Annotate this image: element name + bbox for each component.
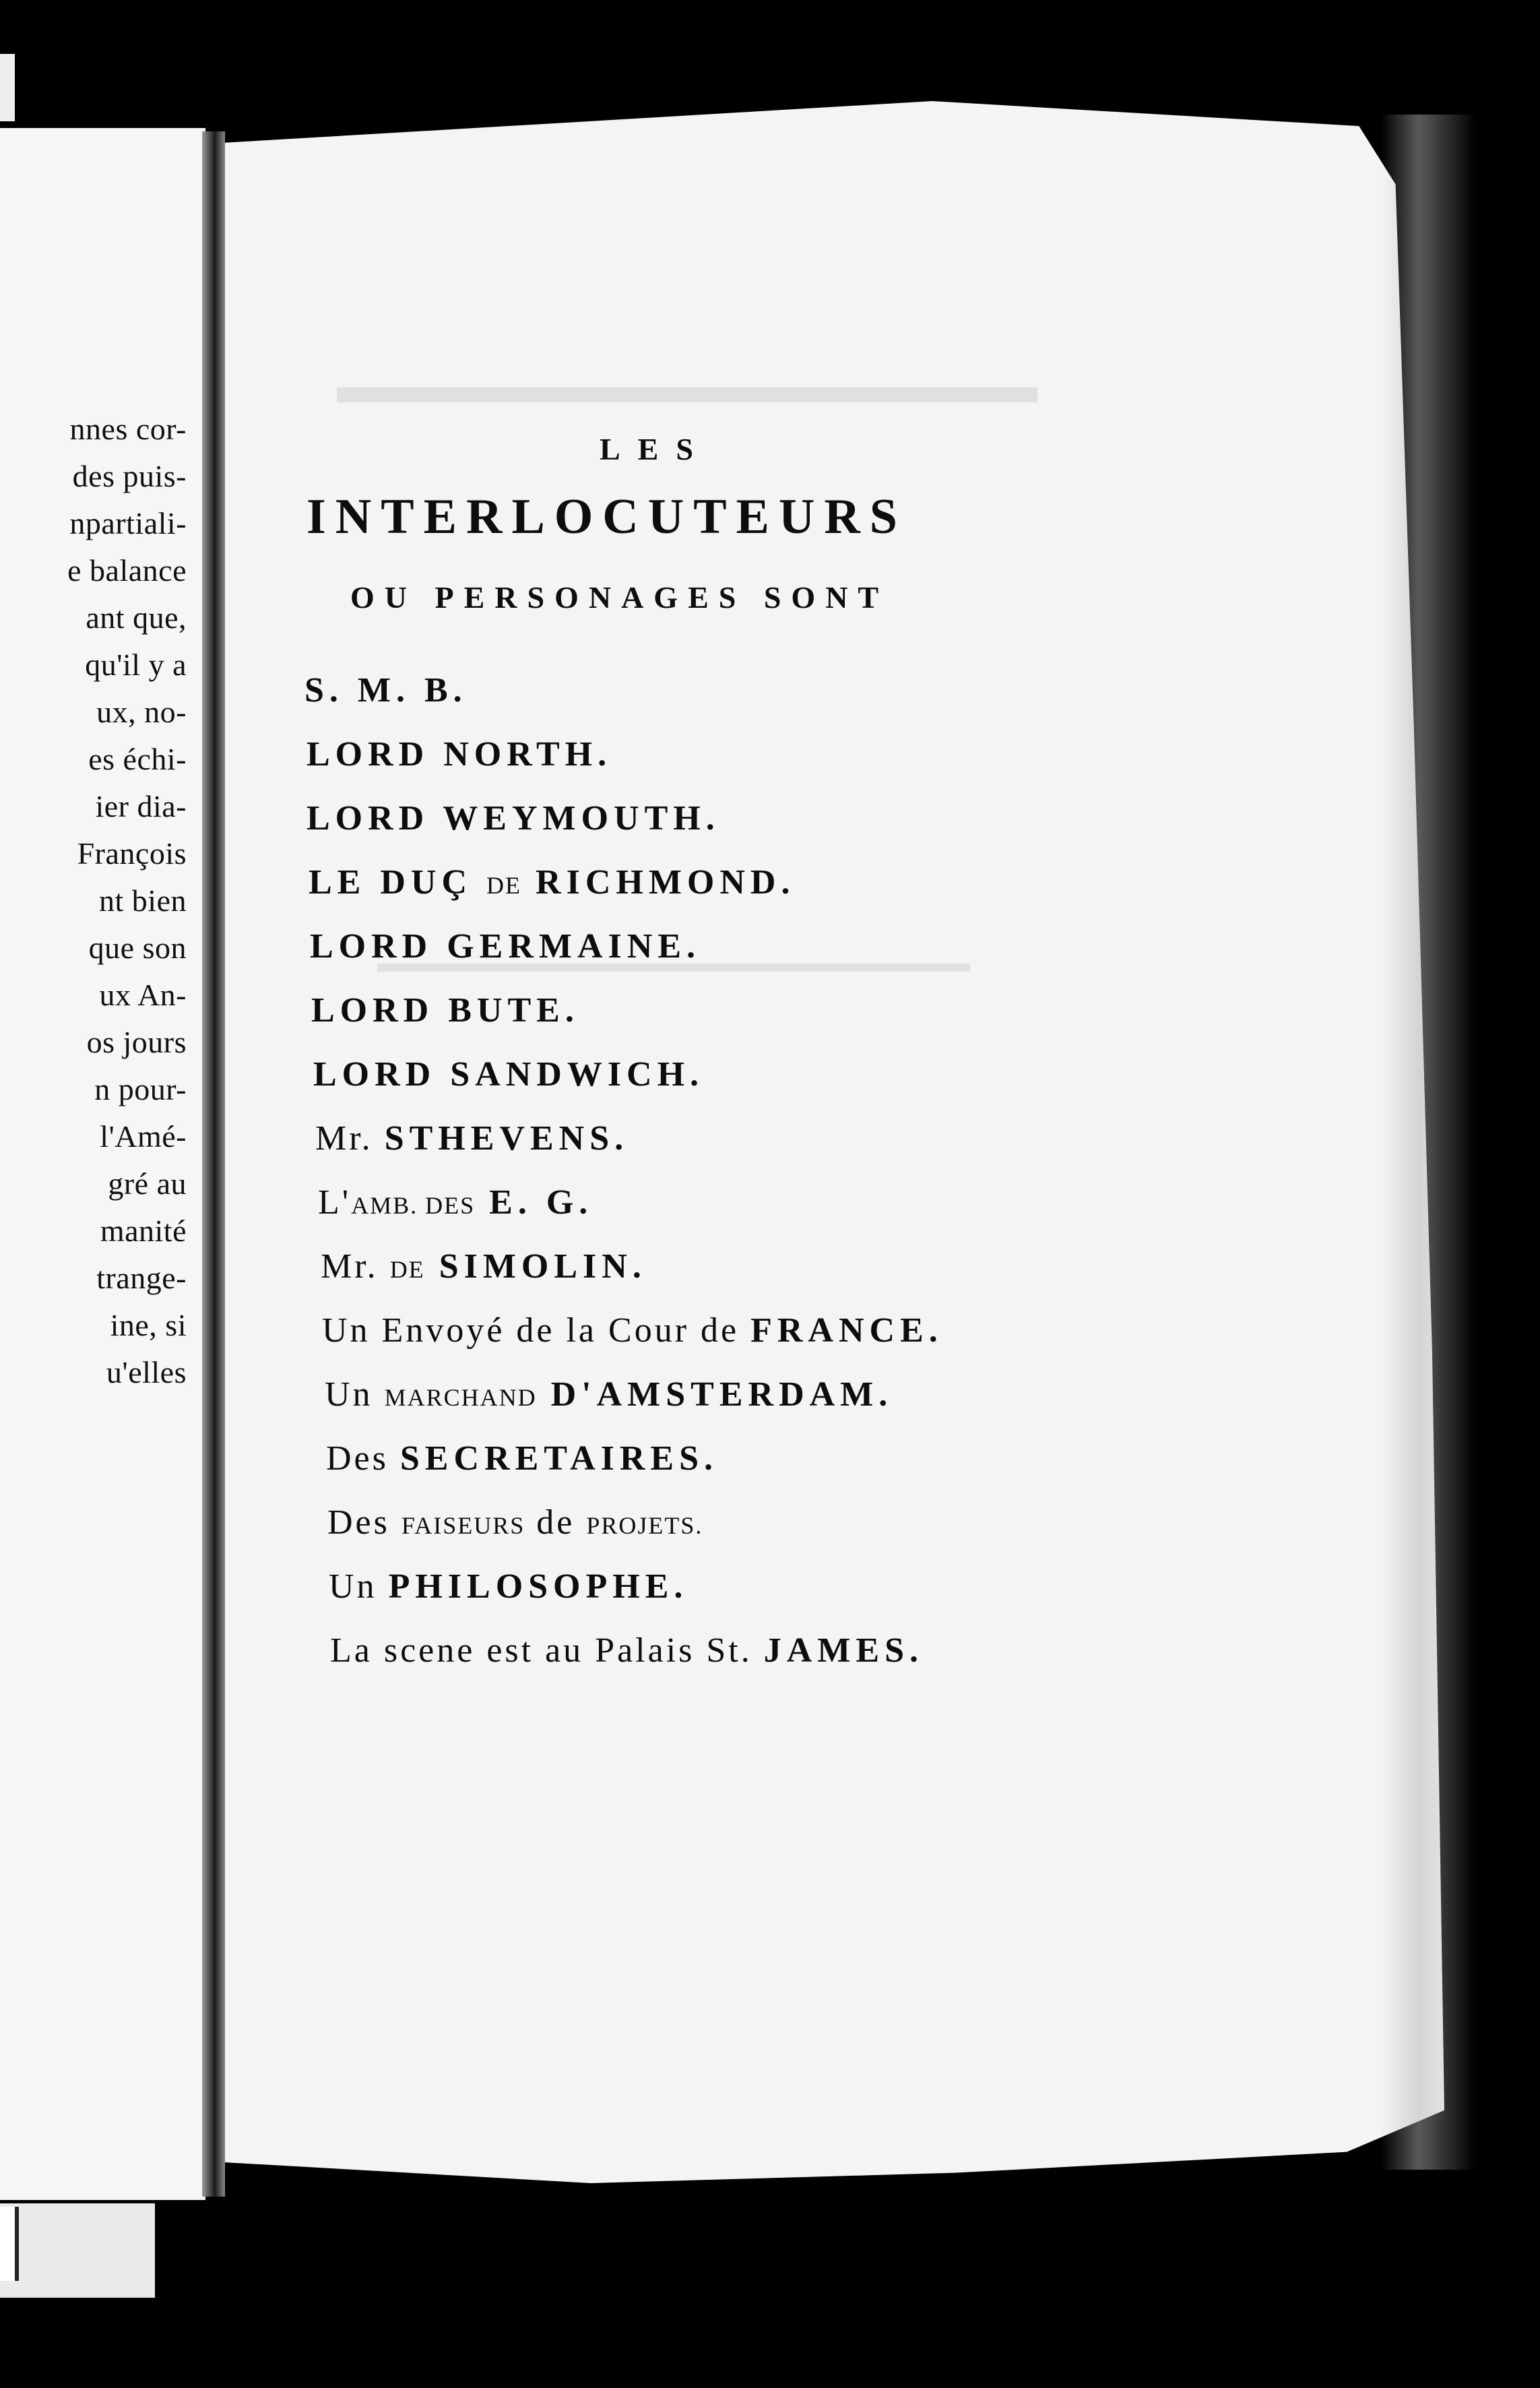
character-entry-text: La scene est au Palais St. [330,1631,764,1670]
previous-page-line: nt bien [99,883,187,918]
character-entry-text: AMB. DES [351,1192,476,1219]
character-entry-text: STHEVENS. [384,1119,629,1158]
character-entry-text: Mr. [315,1119,385,1158]
previous-page-line: os jours [86,1025,187,1059]
heading-interlocuteurs: INTERLOCUTEURS [307,489,907,544]
character-entry-text: SECRETAIRES. [399,1439,719,1478]
book-gutter [202,131,225,2197]
previous-page-line: trange- [96,1261,187,1295]
character-entry-text: FRANCE. [750,1311,943,1350]
character-entry [313,1055,704,1094]
character-entry [330,1631,924,1670]
character-entry [327,1503,703,1542]
previous-page-line: gré au [108,1166,187,1201]
previous-page-fragment [0,128,205,2200]
previous-page-line: ier dia- [95,789,187,823]
character-entry [315,1119,629,1158]
character-entry [329,1567,688,1606]
character-entry [322,1311,943,1350]
character-entry [310,926,701,966]
previous-page-line: l'Amé- [100,1119,187,1154]
clamp-strip [0,2207,19,2281]
character-entry-text: JAMES. [763,1631,924,1670]
character-entry [304,670,468,710]
character-entry-text: DE [486,872,522,899]
heading-personages: OU PERSONAGES SONT [350,580,889,615]
character-entry [318,1183,593,1222]
previous-page-line: ine, si [110,1308,187,1342]
character-entry [307,798,720,838]
character-entry-text: RICHMOND. [521,863,796,902]
previous-page-line: u'elles [106,1355,187,1389]
clamp-tab-top [0,54,15,121]
character-entry-text: MARCHAND [384,1384,537,1411]
character-entry-text: LORD NORTH. [307,735,612,774]
character-entry-text: DE [389,1256,425,1283]
previous-page-line: ux, no- [96,695,187,729]
character-entry-text: FAISEURS [401,1512,525,1539]
character-entry-text: de [525,1503,587,1542]
character-entry-text: LORD SANDWICH. [313,1055,705,1094]
character-entry-text: D'AMSTERDAM. [536,1375,893,1414]
character-entry [307,734,612,774]
previous-page-line: ux An- [99,978,187,1012]
previous-page-line: qu'il y a [85,648,187,682]
character-entry-text: LORD GERMAINE. [310,927,701,966]
previous-page-line: npartiali- [69,506,187,540]
character-entry-text: LE DUÇ [309,863,487,902]
character-entry-text: LORD BUTE. [311,991,579,1030]
character-entry-text: Un [329,1567,389,1606]
previous-page-line: nnes cor- [69,412,187,446]
previous-page-line: e balance [67,553,187,588]
character-entry [309,862,795,902]
character-entry-text: Mr. [321,1247,390,1286]
character-entry-text: Un [325,1375,385,1414]
character-entry-text: L' [318,1183,352,1222]
character-entry-text: PHILOSOPHE. [388,1567,688,1606]
character-entry-text: Un Envoyé de la Cour de [322,1311,751,1350]
character-entry [321,1247,647,1286]
previous-page-line: manité [100,1214,187,1248]
previous-page-line: ant que, [86,600,187,635]
character-entry-text: PROJETS. [586,1512,703,1539]
character-entry [326,1439,718,1478]
character-entry [325,1375,893,1414]
character-entry-text: E. G. [475,1183,593,1222]
character-entry-text: SIMOLIN. [424,1247,647,1286]
character-entry-text: S. M. B. [304,671,468,710]
previous-page-line: des puis- [72,459,187,493]
clamp-tab-bottom [0,2203,155,2298]
heading-les: LES [600,432,711,466]
previous-page-line: es échi- [88,742,187,776]
previous-page-line: que son [88,931,187,965]
character-entry-text: Des [327,1503,402,1542]
bleed-rule [337,387,1037,402]
character-entry-text: Des [326,1439,400,1478]
previous-page-line: n pour- [94,1072,187,1106]
previous-page-line: François [77,836,187,871]
character-entry [311,991,579,1030]
character-entry-text: LORD WEYMOUTH. [307,799,720,838]
